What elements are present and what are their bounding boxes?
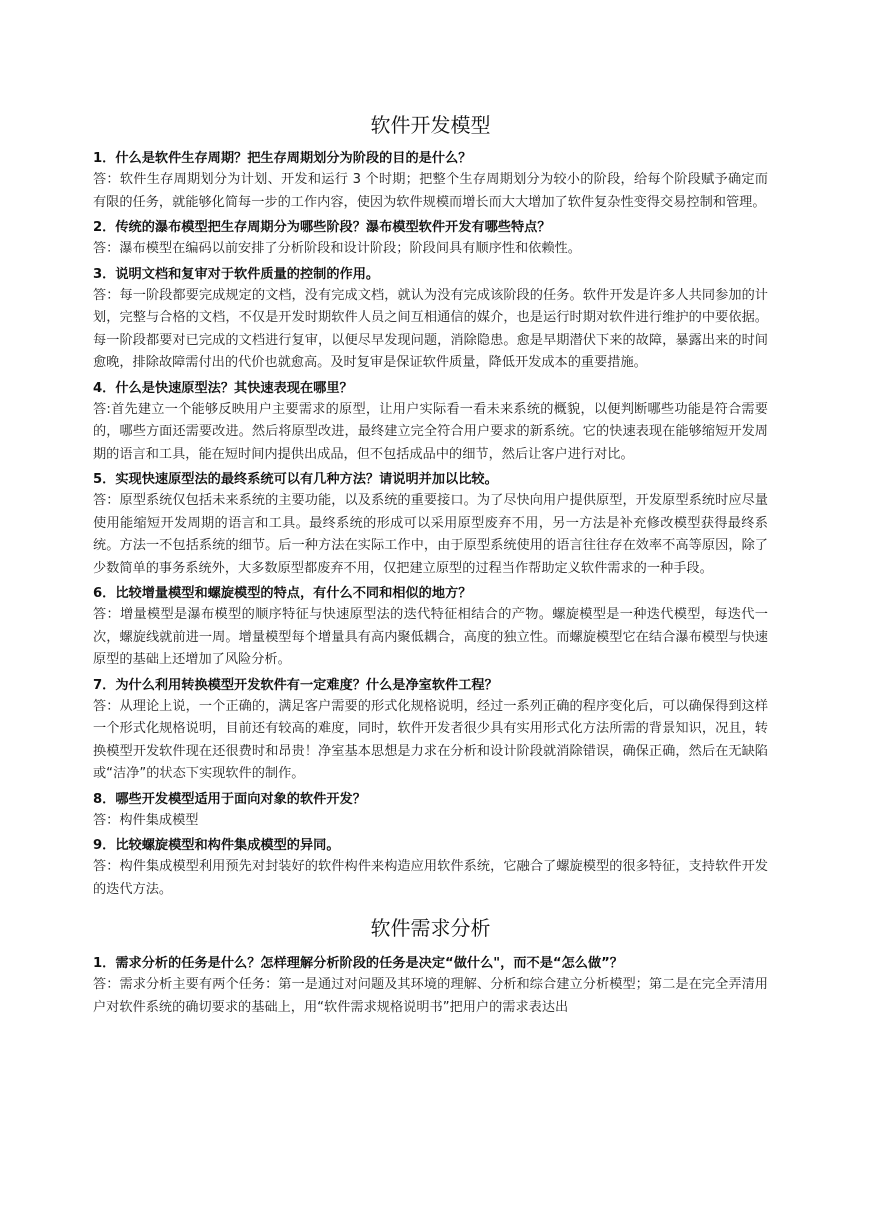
qa-item — [93, 675, 768, 786]
answer: 答：瀑布模型在编码以前安排了分析阶段和设计阶段；阶段间具有顺序性和依赖性。 — [93, 241, 581, 256]
answer: 答：构件集成模型 — [93, 812, 199, 828]
answer: 答:首先建立一个能够反映用户主要需求的原型，让用户实际看一看未来系统的概貌，以便判断哪些功能是符合需要的，哪些方面还需要改进。然后将原型改进，最终建立完全符合用户要求的新系统。它的快速表现在能够缩短开发周期的语言和工具，能在短时间内提供出成品，但不包括成品中的细节，然后让客户进行对比。 — [93, 401, 768, 462]
section-title: 软件开发模型 — [370, 113, 491, 137]
question: 6．比较增量模型和螺旋模型的特点，有什么不同和相似的地方？ — [93, 586, 472, 601]
qa-item — [93, 217, 768, 261]
answer: 答：增量模型是瀑布模型的顺序特征与快速原型法的迭代特征相结合的产物。螺旋模型是一种迭代模型，每迭代一次，螺旋线就前进一周。增量模型每个增量具有高内聚低耦合，高度的独立性。而螺旋模型它在结合瀑布模型与快速原型的基础上还增加了风险分析。 — [93, 607, 768, 667]
answer: 答：需求分析主要有两个任务：第一是通过对问题及其环境的理解、分析和综合建立分析模型；第二是在完全弄清用户对软件系统的确切要求的基础上，用“软件需求规格说明书”把用户的需求表达出 — [93, 977, 768, 1015]
qa-item — [93, 378, 768, 467]
qa-item — [93, 835, 768, 901]
qa-item — [93, 583, 768, 672]
qa-item — [93, 264, 768, 375]
answer: 答：构件集成模型利用预先对封装好的软件构件来构造应用软件系统，它融合了螺旋模型的很多特征，支持软件开发的迭代方法。 — [93, 859, 768, 897]
qa-item — [93, 148, 768, 214]
qa-item — [93, 953, 768, 1019]
question: 9．比较螺旋模型和构件集成模型的异同。 — [93, 838, 340, 853]
document-page — [93, 110, 768, 1022]
question: 7．为什么利用转换模型开发软件有一定难度？什么是净室软件工程？ — [93, 677, 498, 693]
answer: 答：原型系统仅包括未来系统的主要功能，以及系统的重要接口。为了尽快向用户提供原型，开发原型系统时应尽量使用能缩短开发周期的语言和工具。最终系统的形成可以采用原型废弃不用，另一方法是补充修改模型获得最终系统。方法一不包括系统的细节。后一种方法在实际工作中，由于原型系统使用的语言往往存在效率不高等原因，除了少数简单的事务系统外，大多数原型都废弃不用，仅把建立原型的过程当作帮助定义软件需求的一种手段。 — [93, 493, 768, 576]
section-title: 软件需求分析 — [370, 916, 491, 940]
question: 1．什么是软件生存周期？把生存周期划分为阶段的目的是什么？ — [93, 151, 472, 166]
question: 3．说明文档和复审对于软件质量的控制的作用。 — [93, 266, 380, 282]
question: 1．需求分析的任务是什么？怎样理解分析阶段的任务是决定“做什么"，而不是“怎么做”？ — [93, 956, 623, 971]
question: 4．什么是快速原型法？其快速表现在哪里？ — [93, 380, 353, 396]
qa-item — [93, 789, 768, 833]
question: 2．传统的瀑布模型把生存周期分为哪些阶段？瀑布模型软件开发有哪些特点？ — [93, 220, 551, 235]
question: 8．哪些开发模型适用于面向对象的软件开发？ — [93, 791, 366, 807]
qa-item — [93, 469, 768, 580]
question: 5．实现快速原型法的最终系统可以有几种方法？请说明并加以比较。 — [93, 472, 498, 487]
answer: 答：每一阶段都要完成规定的文档，没有完成文档，就认为没有完成该阶段的任务。软件开发是许多人共同参加的计划，完整与合格的文档，不仅是开发时期软件人员之间互相通信的媒介，也是运行时期对软件进行维护的中要依据。每一阶段都要对已完成的文档进行复审，以便尽早发现问题，消除隐患。愈是早期潜伏下来的故障，暴露出来的时间愈晚，排除故障需付出的代价也就愈高。及时复审是保证软件质量，降低开发成本的重要措施。 — [93, 287, 768, 370]
answer: 答：从理论上说，一个正确的，满足客户需要的形式化规格说明，经过一系列正确的程序变化后，可以确保得到这样一个形式化规格说明，目前还有较高的难度，同时，软件开发者很少具有实用形式化方法所需的背景知识，况且，转换模型开发软件现在还很费时和昂贵！净室基本思想是力求在分析和设计阶段就消除错误，确保正确，然后在无缺陷或“洁净”的状态下实现软件的制作。 — [93, 698, 768, 781]
answer: 答：软件生存周期划分为计划、开发和运行 3 个时期；把整个生存周期划分为较小的阶段，给每个阶段赋予确定而有限的任务，就能够化简每一步的工作内容，使因为软件规模而增长而大大增加了软件复杂性变得交易控制和管理。 — [93, 172, 768, 210]
